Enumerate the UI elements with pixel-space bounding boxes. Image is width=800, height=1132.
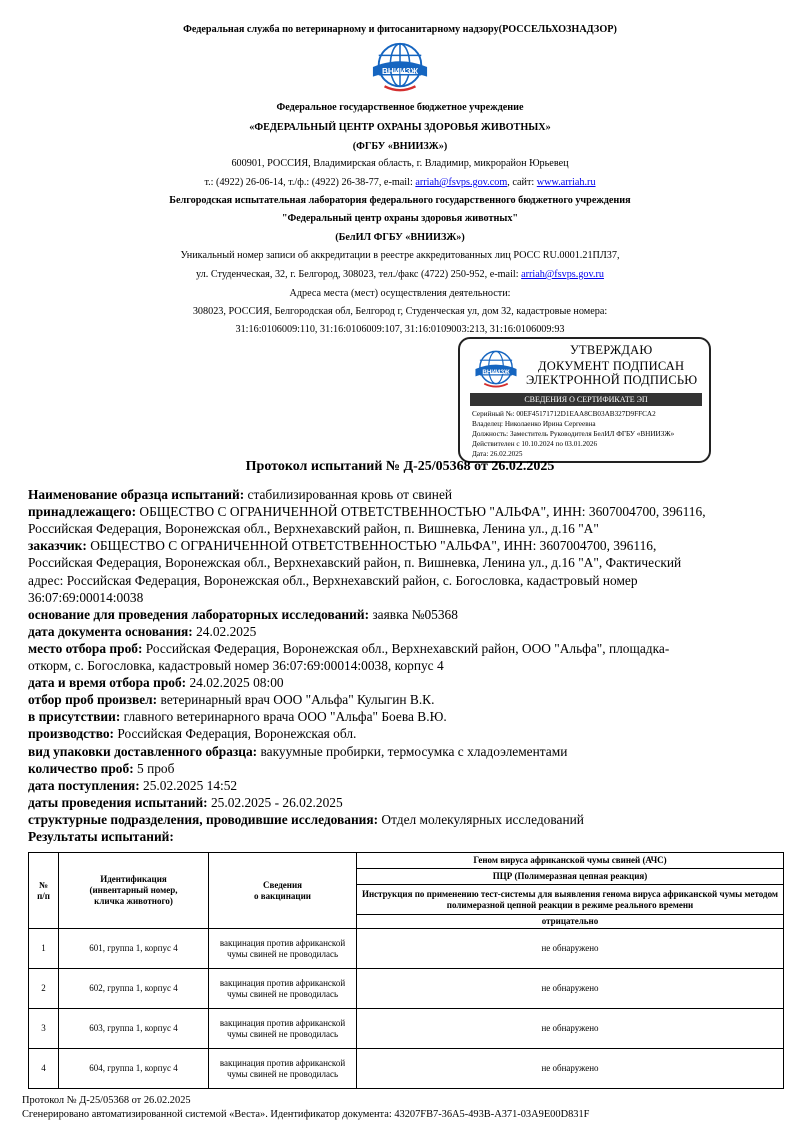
field-continuation xyxy=(28,590,143,606)
field-line xyxy=(28,726,356,742)
org-type: Федеральное государственное бюджетное учреждение xyxy=(276,102,524,113)
stamp-cert-header: СВЕДЕНИЯ О СЕРТИФИКАТЕ ЭП xyxy=(470,393,702,406)
field-label: количество проб: xyxy=(28,760,134,776)
row-id: 604, группа 1, корпус 4 xyxy=(59,1049,209,1089)
field-line xyxy=(28,709,447,725)
stamp-signed-line1: ДОКУМЕНТ ПОДПИСАН xyxy=(538,359,685,373)
field-line xyxy=(28,675,284,691)
org-short-name: (ФГБУ «ВНИИЗЖ») xyxy=(352,141,448,152)
field-value: Российская Федерация, Воронежская обл., Верхнехавский район, ООО "Альфа", площадка- xyxy=(142,640,670,656)
row-vaccination: вакцинация против африканской чумы свиней не проводилась xyxy=(209,969,357,1009)
footer-generated: Сгенерировано автоматизированной системой «Веста». Идентификатор документа: 43207FB7-36A5-493B-A371-03A9E00D831F xyxy=(22,1109,590,1120)
row-num: 4 xyxy=(29,1049,59,1089)
lab-address-prefix: ул. Студенческая, 32, г. Белгород, 308023, тел./факс (4722) 250-952, e-mail: xyxy=(196,269,522,280)
col-header-norm: отрицательно xyxy=(357,915,784,929)
contacts-mid: , сайт: xyxy=(507,177,537,188)
col-header-vaccination: Сведения о вакцинации xyxy=(209,853,357,929)
field-label: вид упаковки доставленного образца: xyxy=(28,743,258,759)
field-line xyxy=(28,812,584,828)
table-row xyxy=(29,1049,784,1089)
field-value: 25.02.2025 14:52 xyxy=(139,777,238,793)
field-value: заявка №05368 xyxy=(369,606,458,622)
field-value: 24.02.2025 08:00 xyxy=(186,675,284,691)
col-header-instruction: Инструкция по применению тест-системы для выявления генома вируса африканской чумы методом полимеразной цепной реакции в режиме реального времени xyxy=(357,885,784,915)
vniizzh-logo-icon xyxy=(371,38,429,96)
field-label: даты проведения испытаний: xyxy=(28,794,208,810)
stamp-position: Должность: Заместитель Руководителя БелИЛ ФГБУ «ВНИИЗЖ» xyxy=(472,430,675,438)
activity-address-line2: 31:16:0106009:110, 31:16:0106009:107, 31:16:0109003:213, 31:16:0106009:93 xyxy=(235,324,565,335)
row-num: 3 xyxy=(29,1009,59,1049)
org-contacts xyxy=(0,177,800,188)
footer-protocol: Протокол № Д-25/05368 от 26.02.2025 xyxy=(22,1095,191,1106)
row-id: 601, группа 1, корпус 4 xyxy=(59,929,209,969)
org-site-link[interactable]: www.arriah.ru xyxy=(536,177,596,188)
row-result: не обнаружено xyxy=(357,929,784,969)
field-label: дата поступления: xyxy=(28,777,140,793)
field-continuation xyxy=(28,555,681,571)
row-id: 603, группа 1, корпус 4 xyxy=(59,1009,209,1049)
col-header-id: Идентификация (инвентарный номер, кличка животного) xyxy=(59,853,209,929)
field-value: ОБЩЕСТВО С ОГРАНИЧЕННОЙ ОТВЕТСТВЕННОСТЬЮ "АЛЬФА", ИНН: 3607004700, 396116, xyxy=(136,504,706,520)
results-table xyxy=(28,852,784,1089)
field-label: производство: xyxy=(28,726,114,742)
accreditation-line: Уникальный номер записи об аккредитации в реестре аккредитованных лиц РОСС RU.0001.21ПЛ37, xyxy=(180,250,620,261)
org-address: 600901, РОССИЯ, Владимирская область, г. Владимир, микрорайон Юрьевец xyxy=(231,158,569,169)
activity-address-line1: 308023, РОССИЯ, Белгородская обл, Белгород г, Студенческая ул, дом 32, кадастровые номера: xyxy=(192,306,608,317)
activity-label: Адреса места (мест) осуществления деятельности: xyxy=(289,288,511,299)
stamp-logo-text: ВНИИЗЖ xyxy=(482,369,510,377)
row-num: 1 xyxy=(29,929,59,969)
field-label: Наименование образца испытаний: xyxy=(28,487,245,502)
row-result: не обнаружено xyxy=(357,1049,784,1089)
field-line xyxy=(28,692,434,708)
row-id: 602, группа 1, корпус 4 xyxy=(59,969,209,1009)
lab-email-link[interactable]: arriah@fsvps.gov.ru xyxy=(521,269,604,280)
field-label: структурные подразделения, проводившие исследования: xyxy=(28,811,379,827)
row-num: 2 xyxy=(29,969,59,1009)
col-header-genome: Геном вируса африканской чумы свиней (АЧС) xyxy=(357,853,784,869)
agency-name: Федеральная служба по ветеринарному и фитосанитарному надзору(РОССЕЛЬХОЗНАДЗОР) xyxy=(183,24,617,35)
contacts-prefix: т.: (4922) 26-06-14, т./ф.: (4922) 26-38-77, e-mail: xyxy=(204,177,416,188)
stamp-serial: Серийный №: 00EF45171712D1EAA8CB03AB327D9FFCA2 xyxy=(472,410,656,418)
field-value: адрес: Российская Федерация, Воронежская обл., Верхнехавский район, с. Богословка, кадастровый номер xyxy=(28,572,638,588)
lab-address xyxy=(0,269,800,280)
table-header-row xyxy=(29,853,784,869)
stamp-signed-line2: ЭЛЕКТРОННОЙ ПОДПИСЬЮ xyxy=(526,373,698,387)
row-vaccination: вакцинация против африканской чумы свиней не проводилась xyxy=(209,1009,357,1049)
field-line xyxy=(28,538,656,554)
field-line xyxy=(28,744,567,760)
field-value: 24.02.2025 xyxy=(192,623,257,639)
results-body xyxy=(29,929,784,1089)
field-value: 25.02.2025 - 26.02.2025 xyxy=(207,794,343,810)
field-label: в присутствии: xyxy=(28,709,121,725)
row-vaccination: вакцинация против африканской чумы свиней не проводилась xyxy=(209,1049,357,1089)
col-header-num: № п/п xyxy=(29,853,59,929)
lab-name-line1: Белгородская испытательная лаборатория федерального государственного бюджетного учреждения xyxy=(169,195,631,206)
field-label: основание для проведения лабораторных исследований: xyxy=(28,606,370,622)
field-value: 5 проб xyxy=(133,760,175,776)
field-continuation xyxy=(28,573,638,589)
table-row xyxy=(29,929,784,969)
field-value: стабилизированная кровь от свиней xyxy=(244,487,453,502)
org-name: «ФЕДЕРАЛЬНЫЙ ЦЕНТР ОХРАНЫ ЗДОРОВЬЯ ЖИВОТНЫХ» xyxy=(249,122,551,133)
field-value: Российская Федерация, Воронежская обл., Верхнехавский район, п. Вишневка, Ленина ул., д.16 "А", Фактический xyxy=(28,555,682,571)
field-line xyxy=(28,761,174,777)
field-label: Результаты испытаний: xyxy=(28,829,174,844)
stamp-date: Дата: 26.02.2025 xyxy=(472,450,523,458)
org-email-link[interactable]: arriah@fsvps.gov.com xyxy=(415,177,508,188)
row-result: не обнаружено xyxy=(357,969,784,1009)
field-continuation xyxy=(28,521,599,537)
field-line xyxy=(28,829,174,845)
stamp-logo-icon xyxy=(474,347,518,391)
field-value: Отдел молекулярных исследований xyxy=(378,811,584,827)
logo-text: ВНИИЗЖ xyxy=(382,66,418,76)
field-label: отбор проб произвел: xyxy=(28,692,158,708)
field-line xyxy=(28,504,706,520)
field-line xyxy=(28,778,237,794)
field-value: Российская Федерация, Воронежская обл. xyxy=(114,726,357,742)
field-line xyxy=(28,795,343,811)
stamp-valid: Действителен с 10.10.2024 по 03.01.2026 xyxy=(472,440,598,448)
field-line xyxy=(28,487,452,503)
row-result: не обнаружено xyxy=(357,1009,784,1049)
field-value: откорм, с. Богословка, кадастровый номер 36:07:69:00014:0038, корпус 4 xyxy=(28,658,444,673)
stamp-owner: Владелец: Николаенко Ирина Сергеевна xyxy=(472,420,596,428)
field-label: принадлежащего: xyxy=(28,504,137,520)
lab-name-line2: "Федеральный центр охраны здоровья животных" xyxy=(281,213,519,224)
field-value: 36:07:69:00014:0038 xyxy=(28,589,144,605)
field-line xyxy=(28,607,458,623)
field-label: заказчик: xyxy=(28,538,87,554)
field-label: дата документа основания: xyxy=(28,623,193,639)
row-vaccination: вакцинация против африканской чумы свиней не проводилась xyxy=(209,929,357,969)
table-row xyxy=(29,1009,784,1049)
field-value: главного ветеринарного врача ООО "Альфа" Боева В.Ю. xyxy=(120,709,447,725)
field-value: вакуумные пробирки, термосумка с хладоэлементами xyxy=(257,743,568,759)
table-row xyxy=(29,969,784,1009)
field-continuation xyxy=(28,658,444,674)
field-label: дата и время отбора проб: xyxy=(28,675,187,691)
field-value: Российская Федерация, Воронежская обл., Верхнехавский район, п. Вишневка, Ленина ул., д.16 "А" xyxy=(28,521,599,537)
field-line xyxy=(28,624,256,640)
field-value: ветеринарный врач ООО "Альфа" Кулыгин В.К. xyxy=(157,692,435,708)
field-label: место отбора проб: xyxy=(28,640,143,656)
stamp-approve: УТВЕРЖДАЮ xyxy=(570,343,653,357)
col-header-pcr: ПЦР (Полимеразная цепная реакция) xyxy=(357,869,784,885)
e-signature-stamp xyxy=(458,337,711,463)
lab-short-name: (БелИЛ ФГБУ «ВНИИЗЖ») xyxy=(335,232,465,243)
field-line xyxy=(28,641,669,657)
protocol-title: Протокол испытаний № Д-25/05368 от 26.02.2025 xyxy=(245,459,555,474)
field-value: ОБЩЕСТВО С ОГРАНИЧЕННОЙ ОТВЕТСТВЕННОСТЬЮ "АЛЬФА", ИНН: 3607004700, 396116, xyxy=(86,538,657,554)
